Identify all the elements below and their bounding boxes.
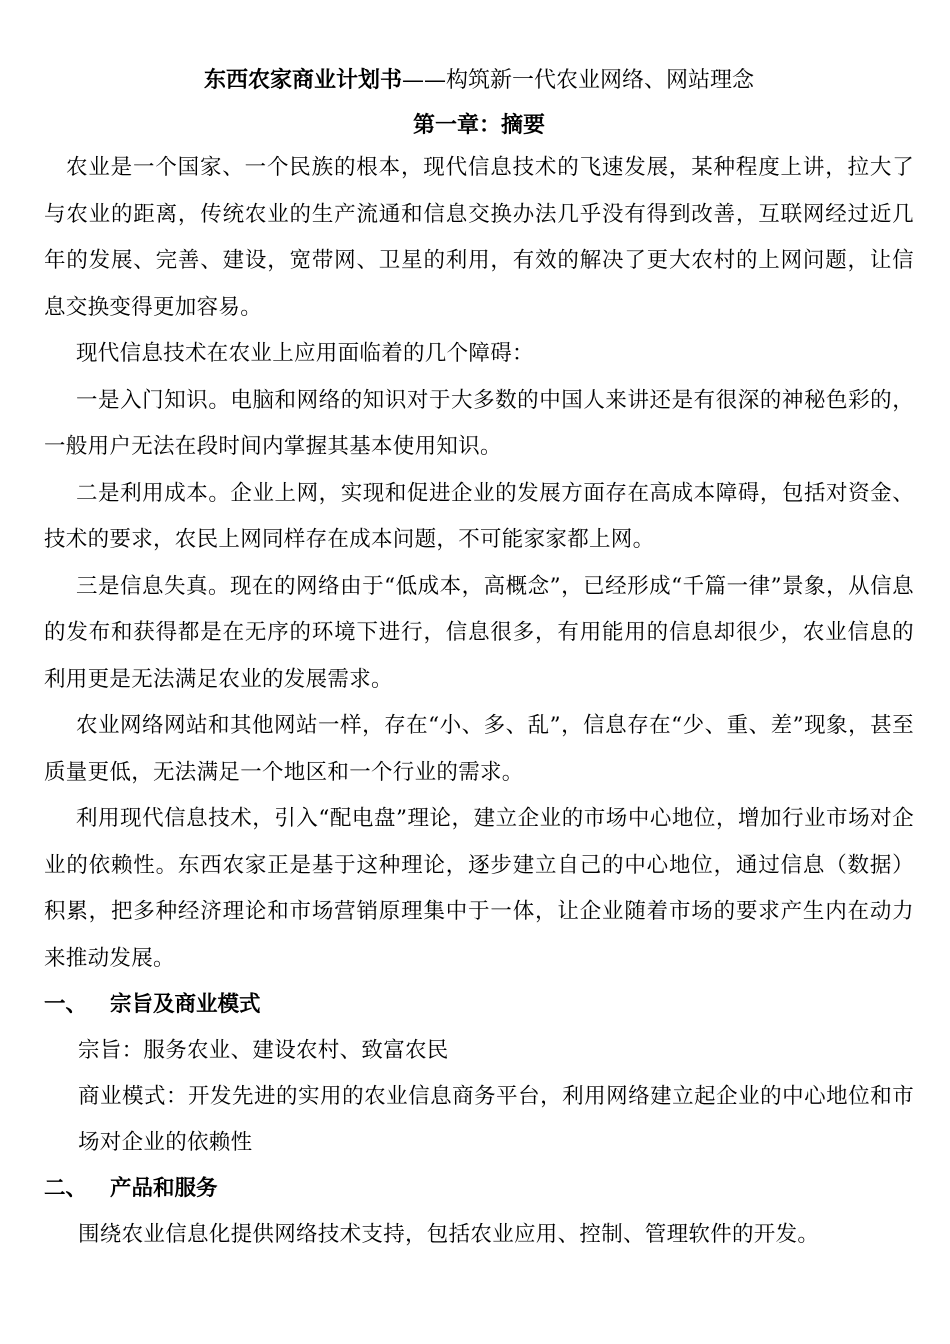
chapter-heading: 第一章：摘要 [412,112,545,138]
section-line: 宗旨：服务农业、建设农村、致富农民 [78,1038,449,1063]
section-title: 产品和服务 [110,1176,218,1201]
paragraph: 二是利用成本。企业上网，实现和促进企业的发展方面存在高成本障碍，包括对资金、技术的要求，农民上网同样存在成本问题，不可能家家都上网。 [44,480,914,552]
paragraph: 三是信息失真。现在的网络由于“低成本，高概念”，已经形成“千篇一律”景象，从信息的发布和获得都是在无序的环境下进行，信息很多，有用能用的信息却很少，农业信息的利用更是无法满足农业的发展需求。 [44,573,914,692]
document-title-subtitle: ——构筑新一代农业网络、网站理念 [402,68,755,93]
paragraph: 现代信息技术在农业上应用面临着的几个障碍： [76,341,534,366]
paragraph: 农业是一个国家、一个民族的根本，现代信息技术的飞速发展，某种程度上讲，拉大了与农业的距离，传统农业的生产流通和信息交换办法几乎没有得到改善，互联网经过近几年的发展、完善、建设，宽带网、卫星的利用，有效的解决了更大农村的上网问题，让信息交换变得更加容易。 [44,155,914,320]
paragraph: 利用现代信息技术，引入“配电盘”理论，建立企业的市场中心地位，增加行业市场对企业的依赖性。东西农家正是基于这种理论，逐步建立自己的中心地位，通过信息（数据）积累，把多种经济理论和市场营销原理集中于一体，让企业随着市场的要求产生内在动力来推动发展。 [44,806,914,971]
document-page [44,60,914,1258]
section-number: 二、 [44,1176,88,1201]
section-heading [44,982,914,1028]
document-title [44,60,914,101]
paragraph: 一是入门知识。电脑和网络的知识对于大多数的中国人来讲还是有很深的神秘色彩的，一般用户无法在段时间内掌握其基本使用知识。 [44,387,914,459]
section-number: 一、 [44,992,88,1017]
section-title: 宗旨及商业模式 [110,992,261,1017]
document-title-main: 东西农家商业计划书 [203,67,402,93]
paragraph: 农业网络网站和其他网站一样，存在“小、多、乱”，信息存在“少、重、差”现象，甚至质量更低，无法满足一个地区和一个行业的需求。 [44,713,914,785]
section-heading [44,1166,914,1212]
section-line: 商业模式：开发先进的实用的农业信息商务平台，利用网络建立起企业的中心地位和市场对企业的依赖性 [78,1084,914,1155]
section-line: 围绕农业信息化提供网络技术支持，包括农业应用、控制、管理软件的开发。 [78,1222,820,1247]
